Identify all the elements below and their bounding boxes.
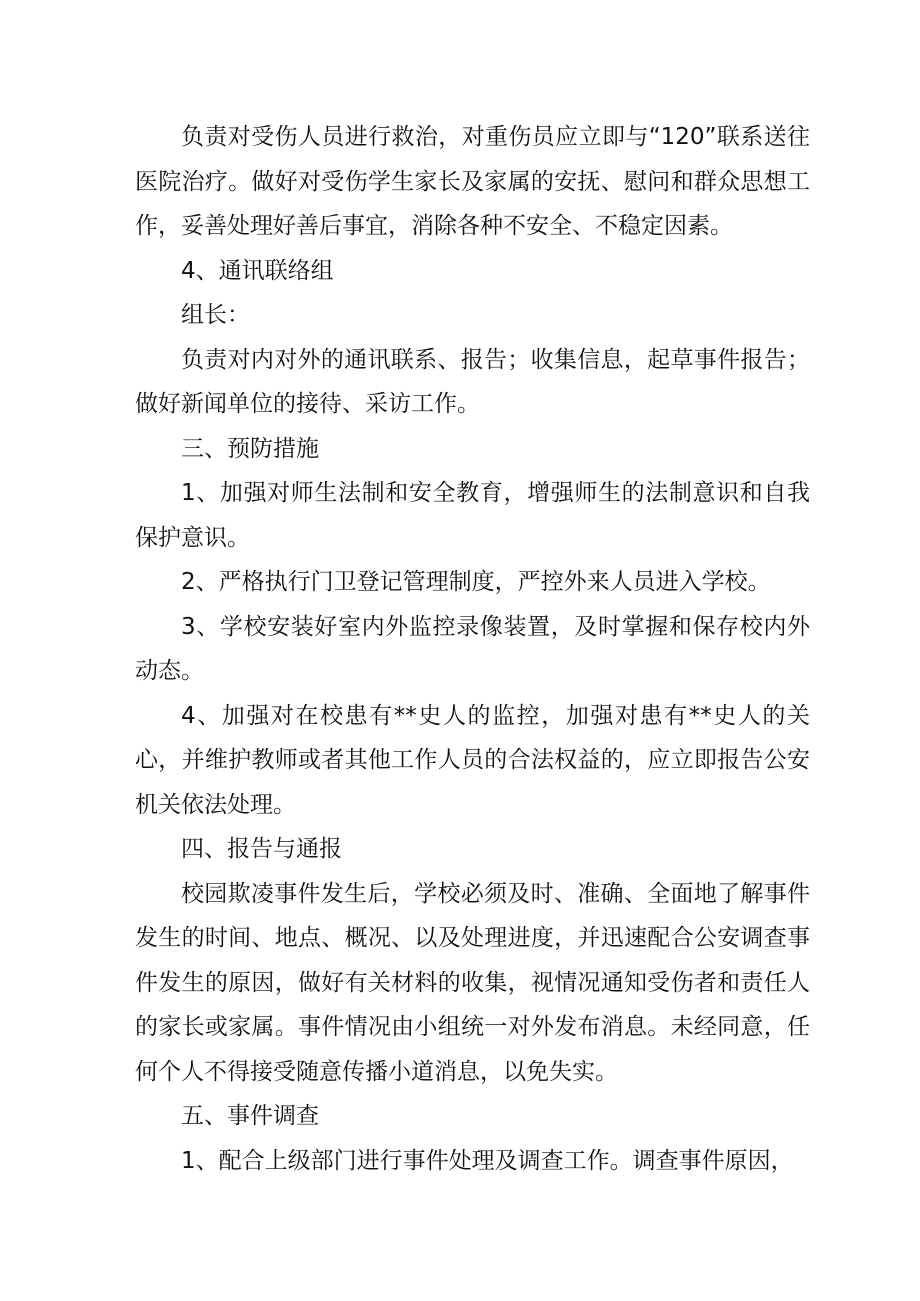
paragraph-communication-duties: 负责对内对外的通讯联系、报告；收集信息，起草事件报告；做好新闻单位的接待、采访工作。 xyxy=(135,346,810,417)
heading-reporting: 四、报告与通报 xyxy=(181,836,342,862)
heading-investigation: 五、事件调查 xyxy=(181,1103,319,1129)
paragraph-measure-1: 1、加强对师生法制和安全教育，增强师生的法制意识和自我保护意识。 xyxy=(135,480,810,551)
document-body xyxy=(135,115,810,1183)
heading-prevention-measures: 三、预防措施 xyxy=(181,435,319,462)
paragraph-measure-3: 3、学校安装好室内外监控录像装置，及时掌握和保存校内外动态。 xyxy=(135,613,810,684)
paragraph-measure-2: 2、严格执行门卫登记管理制度，严控外来人员进入学校。 xyxy=(181,569,771,595)
paragraph-reporting: 校园欺凌事件发生后，学校必须及时、准确、全面地了解事件发生的时间、地点、概况、以及处理进度，并迅速配合公安调查事件发生的原因，做好有关材料的收集，视情况通知受伤者和责任人的家长或家属。事件情况由小组统一对外发布消息。未经同意，任何个人不得接受随意传播小道消息，以免失实。 xyxy=(135,880,810,1085)
paragraph-treatment-duties: 负责对受伤人员进行救治，对重伤员应立即与“120”联系送往医院治疗。做好对受伤学生家长及家属的安抚、慰问和群众思想工作，妥善处理好善后事宜，消除各种不安全、不稳定因素。 xyxy=(135,124,810,239)
paragraph-measure-4: 4、加强对在校患有**史人的监控，加强对患有**史人的关心，并维护教师或者其他工作人员的合法权益的，应立即报告公安机关依法处理。 xyxy=(135,702,810,818)
paragraph-group-leader: 组长： xyxy=(181,302,250,328)
paragraph-investigation-1: 1、配合上级部门进行事件处理及调查工作。调查事件原因， xyxy=(181,1147,794,1174)
heading-communication-group: 4、通讯联络组 xyxy=(181,257,334,284)
